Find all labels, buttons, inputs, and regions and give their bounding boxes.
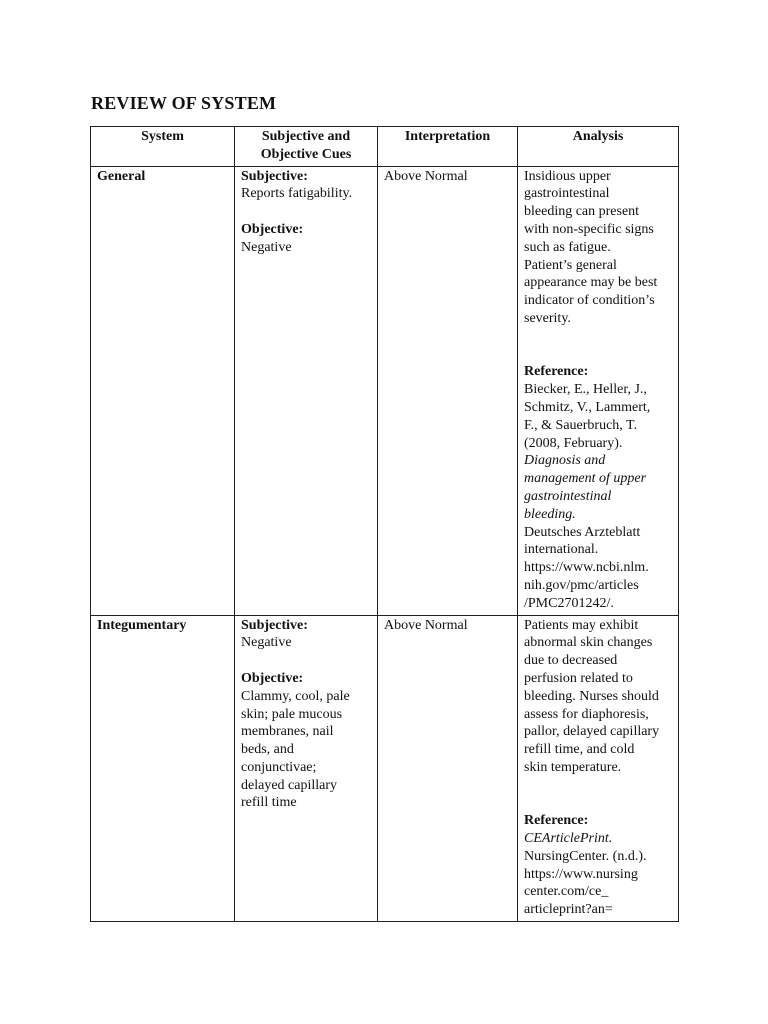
analysis-line: skin temperature. (524, 759, 622, 775)
reference-line: F., & Sauerbruch, T. (524, 417, 638, 433)
analysis-cell (518, 166, 679, 615)
analysis-line: with non-specific signs (524, 221, 654, 237)
analysis-line: assess for diaphoresis, (524, 706, 649, 722)
reference-line: (2008, February). (524, 435, 623, 451)
subjective-label: Subjective: (241, 617, 308, 633)
reference-link-line: /PMC2701242/. (524, 595, 614, 611)
analysis-line: appearance may be best (524, 275, 658, 291)
interpretation-text: Above Normal (384, 168, 468, 184)
system-cell (91, 166, 235, 615)
analysis-line: such as fatigue. (524, 239, 611, 255)
analysis-line: bleeding can present (524, 204, 640, 220)
analysis-line: severity. (524, 310, 571, 326)
reference-title-line: Diagnosis and (524, 453, 606, 469)
interpretation-text: Above Normal (384, 617, 468, 633)
header-system: System (91, 127, 235, 167)
objective-text: Clammy, cool, pale (241, 688, 350, 704)
reference-title-line: gastrointestinal (524, 488, 612, 504)
reference-link-line: https://www.ncbi.nlm. (524, 560, 649, 576)
system-name: General (97, 168, 146, 184)
reference-line: Schmitz, V., Lammert, (524, 399, 651, 415)
objective-text: delayed capillary (241, 777, 338, 793)
interpretation-cell (378, 615, 518, 922)
analysis-line: refill time, and cold (524, 742, 635, 758)
system-name: Integumentary (97, 617, 187, 633)
analysis-line: Patient’s general (524, 257, 617, 273)
reference-line: international. (524, 542, 599, 558)
objective-text: skin; pale mucous (241, 706, 343, 722)
objective-text: conjunctivae; (241, 759, 317, 775)
page-title: REVIEW OF SYSTEM (91, 93, 277, 113)
objective-text: beds, and (241, 742, 294, 758)
analysis-line: abnormal skin changes (524, 635, 653, 651)
header-analysis: Analysis (518, 127, 679, 167)
analysis-line: due to decreased (524, 653, 618, 669)
reference-title-line: CEArticlePrint. (524, 831, 613, 847)
analysis-line: bleeding. Nurses should (524, 688, 659, 704)
objective-text: refill time (241, 795, 297, 811)
interpretation-cell (378, 166, 518, 615)
reference-line: Biecker, E., Heller, J., (524, 382, 647, 398)
objective-text: membranes, nail (241, 724, 334, 740)
analysis-line: Insidious upper (524, 168, 611, 184)
reference-link-line: nih.gov/pmc/articles (524, 577, 639, 593)
header-cues: Subjective and Objective Cues (235, 127, 378, 167)
reference-link-line: articleprint?an= (524, 902, 613, 918)
reference-label: Reference: (524, 813, 589, 829)
analysis-cell (518, 615, 679, 922)
cues-cell (235, 615, 378, 922)
reference-title-line: management of upper (524, 471, 647, 487)
objective-text: Negative (241, 239, 292, 255)
reference-label: Reference: (524, 364, 589, 380)
reference-link-line: https://www.nursing (524, 866, 638, 882)
cues-cell (235, 166, 378, 615)
subjective-label: Subjective: (241, 168, 308, 184)
objective-label: Objective: (241, 221, 304, 237)
analysis-line: pallor, delayed capillary (524, 724, 660, 740)
analysis-line: perfusion related to (524, 670, 633, 686)
analysis-line: indicator of condition’s (524, 293, 655, 309)
reference-link-line: center.com/ce_ (524, 884, 609, 900)
table-row-integumentary (91, 615, 679, 922)
reference-line: NursingCenter. (n.d.). (524, 848, 647, 864)
analysis-line: Patients may exhibit (524, 617, 639, 633)
subjective-text: Negative (241, 635, 292, 651)
header-interpretation: Interpretation (378, 127, 518, 167)
subjective-text: Reports fatigability. (241, 186, 353, 202)
system-cell (91, 615, 235, 922)
objective-label: Objective: (241, 670, 304, 686)
table-header-row (91, 127, 679, 167)
reference-title-line: bleeding. (524, 506, 576, 522)
analysis-line: gastrointestinal (524, 186, 610, 202)
table-row-general (91, 166, 679, 615)
review-of-system-table (90, 126, 679, 922)
reference-line: Deutsches Arzteblatt (524, 524, 641, 540)
